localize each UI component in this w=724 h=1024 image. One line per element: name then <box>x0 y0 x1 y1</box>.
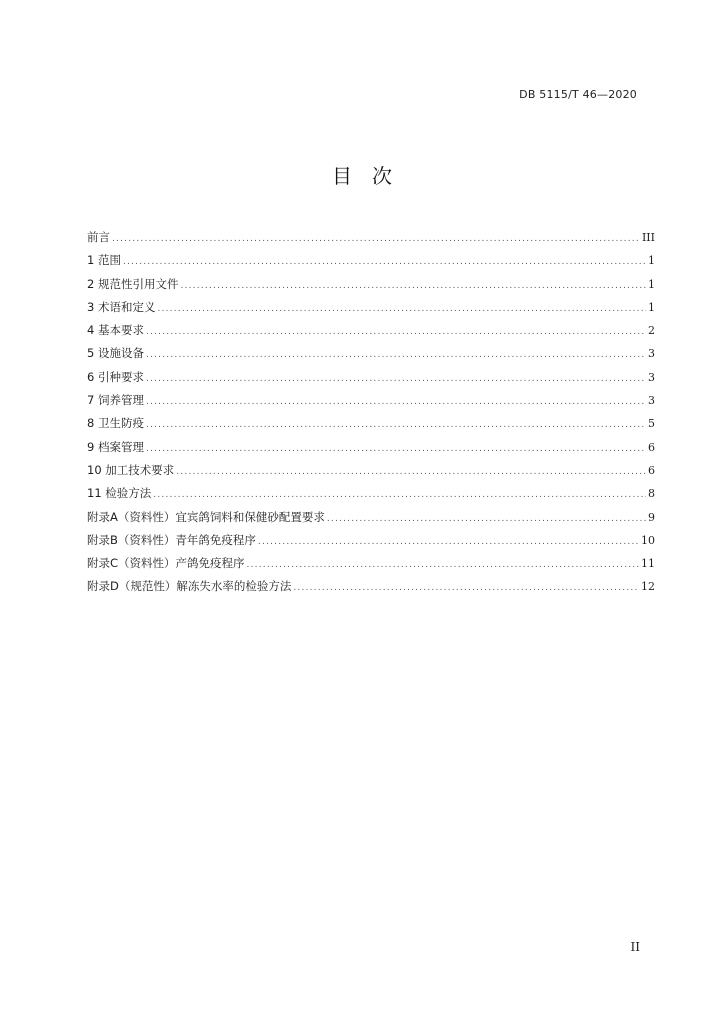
toc-entry-page: 3 <box>648 347 655 361</box>
toc-entry-label: 1 范围 <box>87 253 121 268</box>
toc-dot-leader <box>258 533 639 551</box>
toc-entry[interactable] <box>87 251 655 274</box>
toc-entry-page: 2 <box>648 324 655 338</box>
page-title <box>0 160 724 189</box>
toc-entry-page: 9 <box>648 510 655 524</box>
toc-entry-page: 3 <box>648 394 655 408</box>
toc-entry[interactable] <box>87 228 655 251</box>
toc-entry-label: 7 饲养管理 <box>87 393 144 408</box>
toc-dot-leader <box>146 346 646 364</box>
document-code: DB 5115/T 46—2020 <box>519 88 637 101</box>
toc-entry-page: 12 <box>641 580 655 594</box>
toc-dot-leader <box>146 393 646 411</box>
toc-dot-leader <box>146 370 646 388</box>
toc-entry-label: 附录D（规范性）解冻失水率的检验方法 <box>87 579 292 594</box>
toc-dot-leader <box>157 300 646 318</box>
title-char-2: 次 <box>372 164 392 188</box>
table-of-contents <box>87 228 655 601</box>
toc-dot-leader <box>146 440 646 458</box>
toc-dot-leader <box>146 416 646 434</box>
toc-entry[interactable] <box>87 484 655 507</box>
page-number: II <box>630 940 640 954</box>
toc-entry-label: 附录B（资料性）青年鸽免疫程序 <box>87 532 256 547</box>
toc-entry-label: 前言 <box>87 230 110 244</box>
toc-entry-label: 附录C（资料性）产鸽免疫程序 <box>87 556 245 571</box>
title-char-1: 目 <box>332 164 352 188</box>
toc-entry-label: 2 规范性引用文件 <box>87 276 179 291</box>
toc-entry[interactable] <box>87 531 655 554</box>
toc-entry-page: 5 <box>648 417 655 431</box>
toc-entry[interactable] <box>87 344 655 367</box>
toc-entry[interactable] <box>87 438 655 461</box>
toc-dot-leader <box>180 277 646 295</box>
toc-entry[interactable] <box>87 554 655 577</box>
toc-entry[interactable] <box>87 461 655 484</box>
toc-entry-page: 10 <box>641 533 655 547</box>
toc-dot-leader <box>293 579 639 597</box>
toc-entry-label: 3 术语和定义 <box>87 299 156 314</box>
toc-entry[interactable] <box>87 321 655 344</box>
toc-entry[interactable] <box>87 391 655 414</box>
toc-dot-leader <box>176 463 646 481</box>
toc-entry-page: 6 <box>648 440 655 454</box>
toc-entry-label: 9 档案管理 <box>87 439 144 454</box>
toc-entry-label: 5 设施设备 <box>87 346 144 361</box>
toc-dot-leader <box>153 486 646 504</box>
toc-entry-page: 3 <box>648 370 655 384</box>
toc-entry[interactable] <box>87 414 655 437</box>
toc-entry-page: 6 <box>648 463 655 477</box>
toc-entry-label: 10 加工技术要求 <box>87 462 175 477</box>
toc-entry[interactable] <box>87 508 655 531</box>
toc-entry[interactable] <box>87 368 655 391</box>
toc-dot-leader <box>146 323 646 341</box>
toc-entry-label: 11 检验方法 <box>87 486 152 501</box>
toc-dot-leader <box>247 556 639 574</box>
toc-entry-label: 4 基本要求 <box>87 323 144 338</box>
toc-entry-page: 11 <box>641 557 655 571</box>
toc-dot-leader <box>123 253 646 271</box>
toc-entry-page: 1 <box>648 300 655 314</box>
toc-entry-label: 8 卫生防疫 <box>87 416 144 431</box>
toc-entry-page: 1 <box>648 277 655 291</box>
toc-dot-leader <box>112 230 640 248</box>
toc-entry-label: 6 引种要求 <box>87 369 144 384</box>
toc-entry[interactable] <box>87 577 655 600</box>
toc-entry-page: 8 <box>648 487 655 501</box>
toc-entry-page: III <box>641 231 655 244</box>
toc-entry-page: 1 <box>648 254 655 268</box>
toc-entry[interactable] <box>87 275 655 298</box>
toc-entry[interactable] <box>87 298 655 321</box>
toc-entry-label: 附录A（资料性）宜宾鸽饲料和保健砂配置要求 <box>87 509 325 524</box>
toc-dot-leader <box>327 510 646 528</box>
